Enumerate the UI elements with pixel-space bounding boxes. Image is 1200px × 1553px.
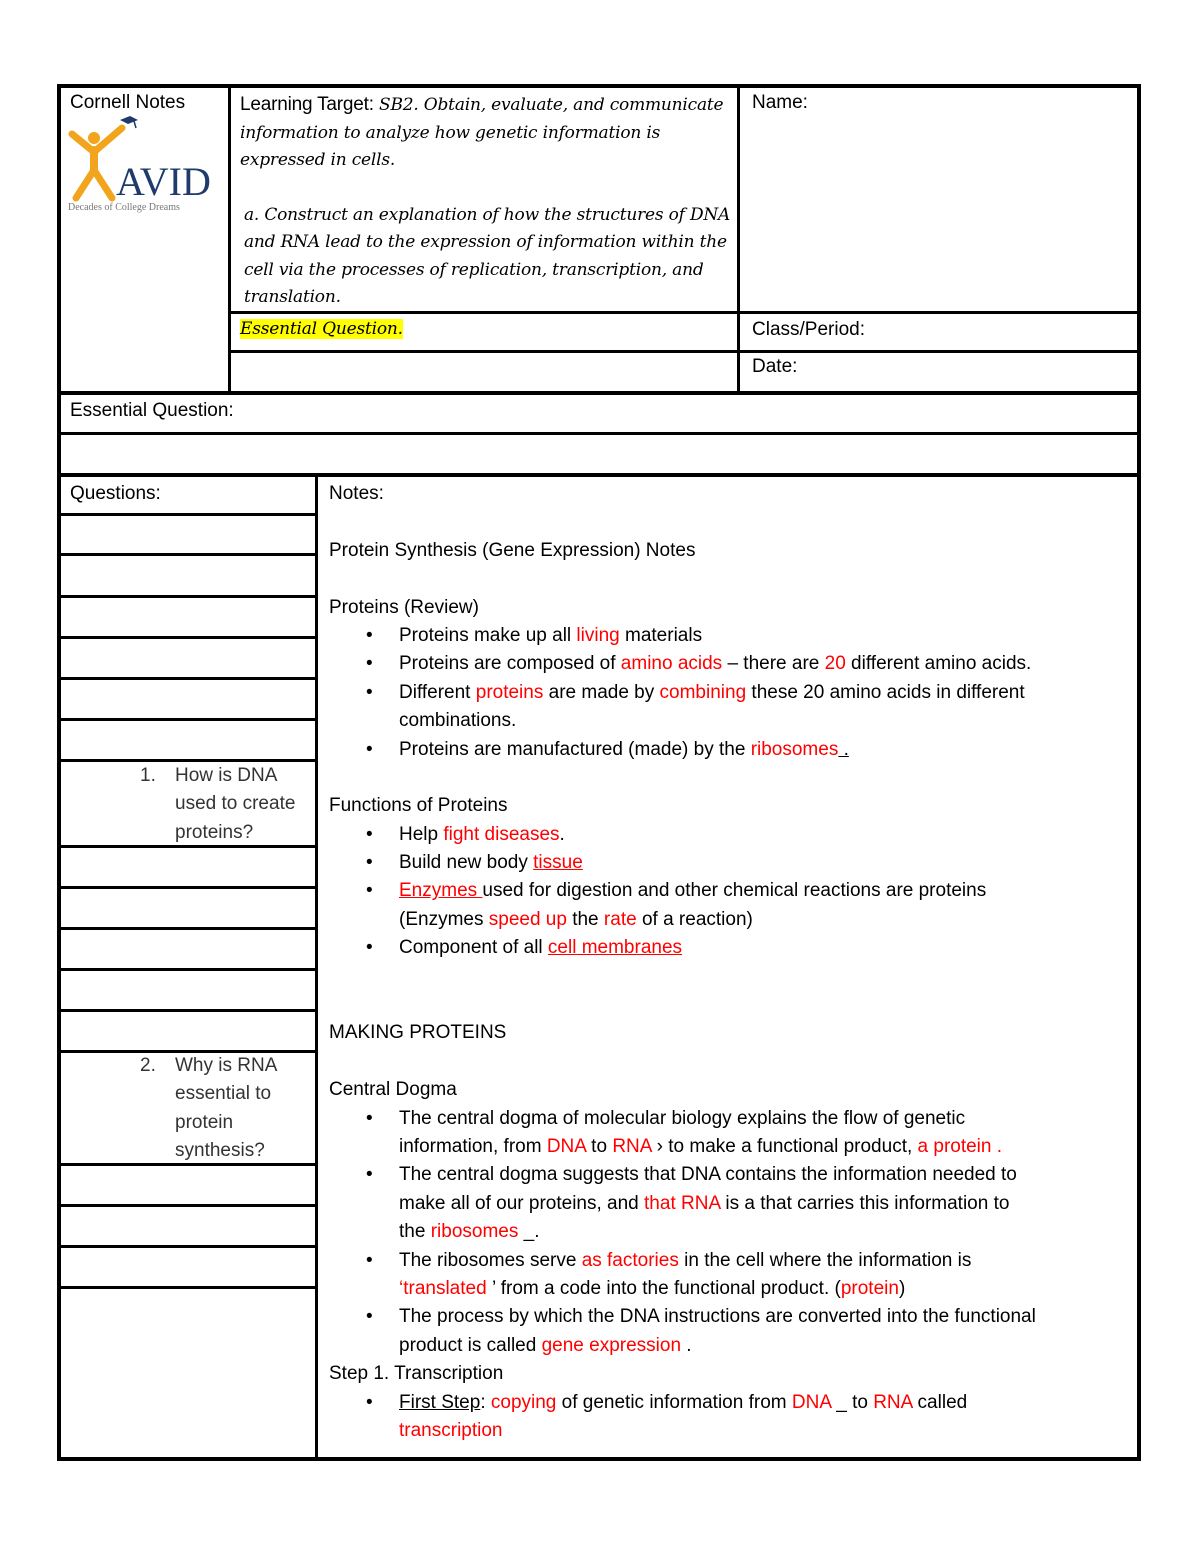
- bullet-gene-expression: • The process by which the DNA instructions are converted into the functional: [329, 1303, 1129, 1331]
- question-2: [140, 1052, 310, 1166]
- questions-label: Questions:: [70, 483, 161, 504]
- bullet-continuation: information, from DNA to RNA › to make a functional product, a protein .: [399, 1135, 1003, 1157]
- question-2-line: Why is RNA: [175, 1055, 278, 1076]
- bullet-fight-diseases: • Help fight diseases.: [329, 821, 1129, 849]
- bullet-central-dogma-flow: • The central dogma of molecular biology explains the flow of genetic: [329, 1105, 1129, 1133]
- bullet-continuation: transcription: [399, 1419, 503, 1441]
- bullet-ribosomes: • Proteins are manufactured (made) by the ribosomes .: [329, 736, 1129, 764]
- question-1-number: 1.: [140, 765, 156, 786]
- proteins-review-heading: Proteins (Review): [329, 596, 479, 618]
- learning-target-label: Learning Target:: [240, 94, 374, 115]
- name-label: Name:: [752, 92, 808, 113]
- avid-logo: [64, 116, 224, 216]
- question-1-line: How is DNA: [175, 765, 278, 786]
- cornell-notes-label: Cornell Notes: [70, 92, 186, 113]
- learning-target-sub: a. Construct an explanation of how the structures of DNA and RNA lead to the expression of information within the cell via the processes of replication, transcription, and translation.: [244, 204, 731, 307]
- name-field[interactable]: [742, 88, 1136, 310]
- bullet-body-tissue: • Build new body tissue: [329, 849, 1129, 877]
- making-proteins-heading: MAKING PROTEINS: [329, 1022, 507, 1044]
- class-period-field[interactable]: [742, 314, 1136, 350]
- question-2-number: 2.: [140, 1055, 156, 1076]
- date-label: Date:: [752, 356, 798, 377]
- bullet-enzymes: • Enzymes used for digestion and other chemical reactions are proteins: [329, 877, 1129, 905]
- bullet-continuation: the ribosomes _.: [399, 1221, 540, 1243]
- bullet-central-dogma-dna: • The central dogma suggests that DNA contains the information needed to: [329, 1161, 1129, 1189]
- learning-target: [240, 92, 734, 312]
- learning-target-text: SB2. Obtain, evaluate, and communicate information to analyze how genetic information is expressed in cells.: [240, 95, 724, 170]
- question-1-line: proteins?: [175, 821, 254, 843]
- bullet-continuation: ‘translated ’ from a code into the functional product. (protein): [399, 1277, 906, 1299]
- bullet-first-step: • First Step: copying of genetic information from DNA _ to RNA called: [329, 1389, 1129, 1417]
- bullet-continuation: combinations.: [399, 710, 517, 732]
- date-field[interactable]: [742, 353, 1136, 391]
- notes-section: [329, 480, 1129, 1445]
- essential-question-field[interactable]: [61, 435, 1137, 473]
- question-2-line: essential to: [175, 1083, 272, 1105]
- bullet-continuation: product is called gene expression .: [399, 1334, 692, 1356]
- essential-question-highlight: Essential Question.: [240, 319, 403, 339]
- bullet-cell-membranes: • Component of all cell membranes: [329, 934, 1129, 962]
- essential-question-label: Essential Question:: [70, 400, 234, 421]
- step-1-heading: Step 1. Transcription: [329, 1363, 504, 1385]
- avid-wordmark: AVID: [116, 159, 211, 204]
- bullet-proteins-living: • Proteins make up all living materials: [329, 622, 1129, 650]
- question-1-line: used to create: [175, 793, 296, 815]
- notes-label: Notes:: [329, 483, 384, 504]
- bullet-continuation: (Enzymes speed up the rate of a reaction): [399, 908, 753, 930]
- central-dogma-heading: Central Dogma: [329, 1079, 457, 1101]
- functions-heading: Functions of Proteins: [329, 795, 508, 817]
- bullet-ribosome-factories: • The ribosomes serve as factories in the cell where the information is: [329, 1247, 1129, 1275]
- question-2-line: synthesis?: [175, 1140, 265, 1162]
- bullet-different-proteins: • Different proteins are made by combining these 20 amino acids in different: [329, 679, 1129, 707]
- bullet-amino-acids: • Proteins are composed of amino acids – there are 20 different amino acids.: [329, 650, 1129, 678]
- class-period-label: Class/Period:: [752, 319, 865, 340]
- bullet-continuation: make all of our proteins, and that RNA is a that carries this information to: [399, 1192, 1010, 1214]
- question-1: [140, 762, 310, 847]
- notes-title: Protein Synthesis (Gene Expression) Notes: [329, 539, 696, 561]
- avid-tagline: Decades of College Dreams: [68, 202, 180, 213]
- question-2-line: protein: [175, 1111, 234, 1133]
